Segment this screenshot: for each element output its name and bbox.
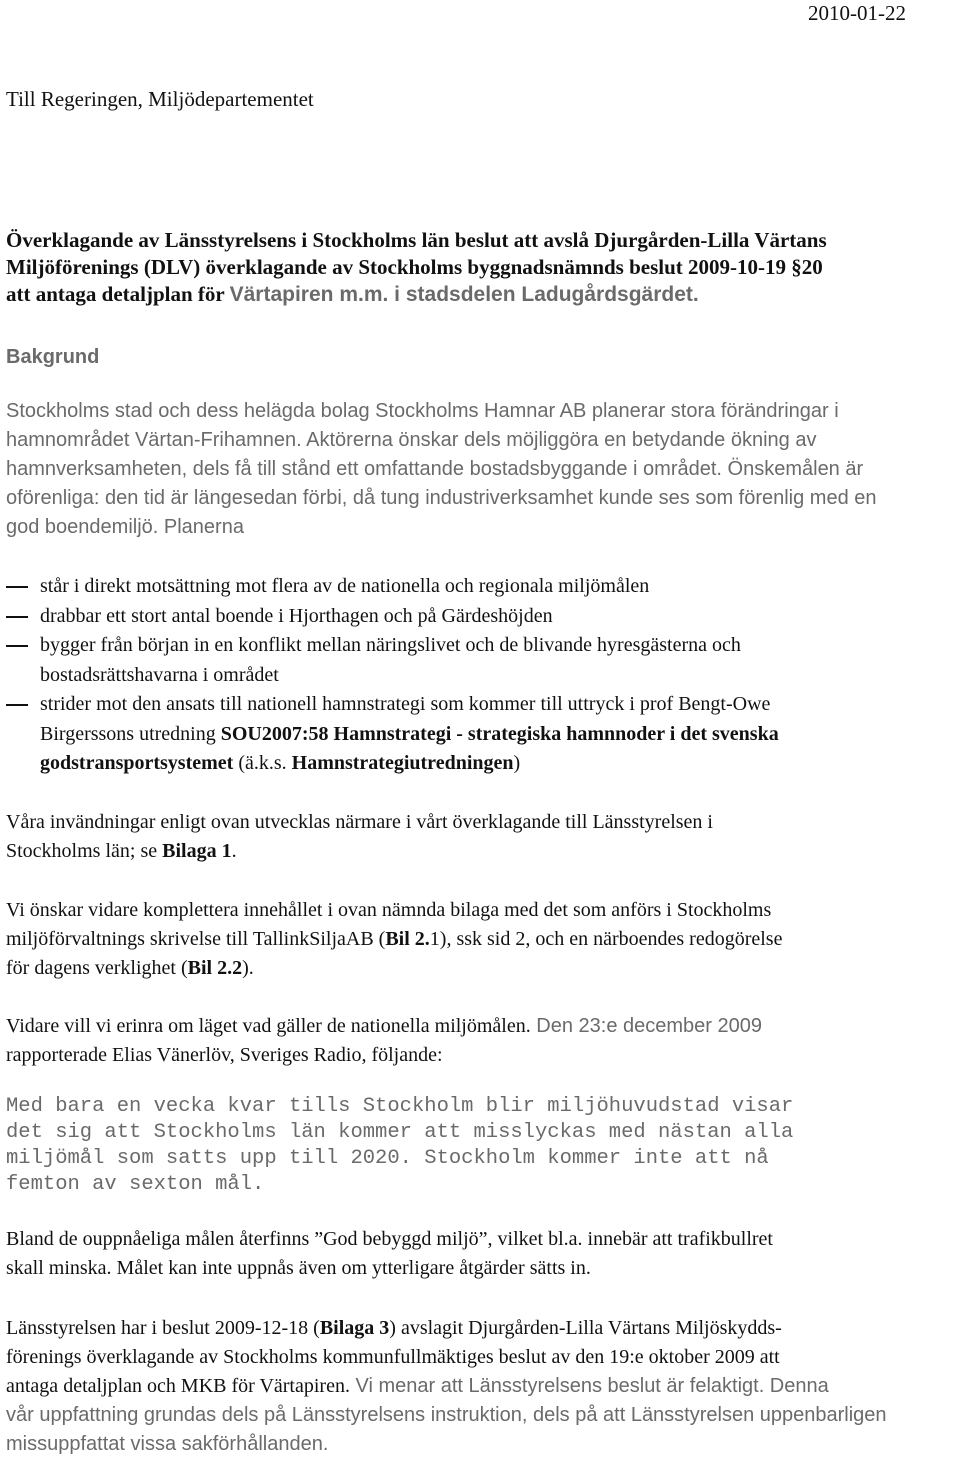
list-item-text-part: Birgerssons utredning xyxy=(40,722,221,745)
paragraph-line: oförenliga: den tid är längesedan förbi, då tung industriverksamhet kunde ses som förenlig med en xyxy=(6,487,877,509)
objections-paragraph xyxy=(6,808,958,866)
paragraph-text: hamnområdet Värtan-Frihamnen. xyxy=(6,429,302,451)
paragraph-line: Stockholms stad och dess helägda bolag Stockholms Hamnar AB planerar stora förändringar i xyxy=(6,400,839,422)
paragraph-line: hamnverksamheten, dels få till stånd ett omfattande bostadsbyggande i området. Önskemålen är xyxy=(6,458,864,480)
dash-bullet-icon xyxy=(6,704,28,706)
subject-line xyxy=(6,281,956,308)
list-item-text: bostadsrättshavarna i området xyxy=(40,663,279,686)
list-item-text: står i direkt motsättning mot flera av de nationella och regionala miljömålen xyxy=(40,575,650,597)
paragraph-text: 1), ssk sid 2, och en närboendes redogörelse xyxy=(429,928,783,950)
list-item-text-part: (ä.k.s. xyxy=(233,752,292,774)
paragraph-line: förenings överklagande av Stockholms kommunfullmäktiges beslut av den 19:e oktober 2009 att xyxy=(6,1346,780,1368)
paragraph-text: miljöförvaltnings skrivelse till TallinkSiljaAB ( xyxy=(6,928,386,950)
paragraph-text: Planerna xyxy=(158,516,244,538)
unattainable-goals-paragraph xyxy=(6,1225,958,1283)
paragraph-text: för dagens verklighet ( xyxy=(6,957,188,979)
paragraph-line: missuppfattat vissa sakförhållanden. xyxy=(6,1433,329,1455)
document-date: 2010-01-22 xyxy=(808,1,906,25)
paragraph-line xyxy=(6,837,958,866)
subject-heading xyxy=(6,227,956,308)
paragraph-text: Aktörerna önskar dels möjliggöra en betydande ökning av xyxy=(301,429,817,451)
report-title: godstransportsystemet xyxy=(40,752,234,774)
list-item xyxy=(6,572,956,602)
radio-quote xyxy=(6,1094,956,1198)
supplement-paragraph xyxy=(6,896,958,983)
section-heading-background: Bakgrund xyxy=(6,346,100,368)
attachment-reference: Bilaga 1 xyxy=(162,840,232,862)
quote-line: Med bara en vecka kvar tills Stockholm blir miljöhuvudstad visar xyxy=(6,1095,794,1118)
background-paragraph xyxy=(6,397,958,542)
attachment-reference: Bil 2.2 xyxy=(187,957,243,979)
paragraph-line xyxy=(6,1012,958,1041)
paragraph-text: . xyxy=(231,840,237,862)
subject-line: Miljöförenings (DLV) överklagande av Stockholms byggnadsnämnds beslut 2009-10-19 §20 xyxy=(6,255,823,279)
report-short-name: Hamnstrategiutredningen xyxy=(291,752,514,774)
addressee: Till Regeringen, Miljödepartementet xyxy=(6,87,314,111)
attachment-reference: Bil 2. xyxy=(385,928,430,950)
paragraph-line: Bland de ouppnåeliga målen återfinns ”God bebyggd miljö”, vilket bl.a. innebär att trafikbullret xyxy=(6,1228,773,1250)
subject-line: Överklagande av Länsstyrelsens i Stockholms län beslut att avslå Djurgården-Lilla Värtans xyxy=(6,228,827,252)
paragraph-line: rapporterade Elias Vänerlöv, Sveriges Radio, följande: xyxy=(6,1044,443,1066)
dash-bullet-icon xyxy=(6,645,28,647)
list-item xyxy=(6,631,956,690)
paragraph-line xyxy=(6,1372,958,1401)
paragraph-line: Vi önskar vidare komplettera innehållet i ovan nämnda bilaga med det som anförs i Stockholms xyxy=(6,899,772,921)
paragraph-line: Våra invändningar enligt ovan utvecklas närmare i vårt överklagande till Länsstyrelsen i xyxy=(6,811,713,833)
paragraph-text: Vi menar att Länsstyrelsens beslut är felaktigt. Denna xyxy=(349,1375,829,1397)
paragraph-text: ). xyxy=(242,957,254,979)
list-item xyxy=(6,602,956,632)
paragraph-line xyxy=(6,1314,958,1343)
subject-text: Värtapiren xyxy=(229,283,334,306)
paragraph-line: vår uppfattning grundas dels på Länsstyrelsens instruktion, dels på att Länsstyrelsen uppenbarligen xyxy=(6,1404,887,1426)
subject-text: att antaga detaljplan för xyxy=(6,282,230,306)
list-item-text xyxy=(40,749,956,779)
paragraph-line xyxy=(6,954,958,983)
goals-paragraph xyxy=(6,1012,958,1070)
quote-line: det sig att Stockholms län kommer att misslyckas med nästan alla xyxy=(6,1121,794,1144)
decision-paragraph xyxy=(6,1314,958,1459)
bullet-list xyxy=(6,572,956,779)
dash-bullet-icon xyxy=(6,586,28,588)
paragraph-text: antaga detaljplan och MKB för Värtapiren. xyxy=(6,1375,350,1397)
list-item-text: strider mot den ansats till nationell hamnstrategi som kommer till uttryck i prof Bengt-Owe xyxy=(40,693,771,715)
paragraph-line: skall minska. Målet kan inte uppnås även om ytterligare åtgärder sätts in. xyxy=(6,1257,591,1279)
paragraph-line xyxy=(6,426,958,455)
quote-line: femton av sexton mål. xyxy=(6,1173,265,1196)
quote-line: miljömål som satts upp till 2020. Stockholm kommer inte att nå xyxy=(6,1147,769,1170)
subject-text: m.m. i stadsdelen Ladugårdsgärdet. xyxy=(333,283,699,306)
paragraph-text: ) avslagit Djurgården-Lilla Värtans Miljöskydds- xyxy=(389,1317,782,1339)
list-item-text-part: ) xyxy=(513,752,521,774)
report-title: SOU2007:58 Hamnstrategi - strategiska hamnnoder i det svenska xyxy=(220,722,779,745)
list-item-text: drabbar ett stort antal boende i Hjorthagen och på Gärdeshöjden xyxy=(40,604,553,627)
list-item-text xyxy=(40,720,956,750)
paragraph-line xyxy=(6,513,958,542)
paragraph-text: Länsstyrelsen har i beslut 2009-12-18 ( xyxy=(6,1317,320,1339)
list-item-text: bygger från början in en konflikt mellan näringslivet och de blivande hyresgästerna och xyxy=(40,634,741,656)
attachment-reference: Bilaga 3 xyxy=(319,1317,390,1339)
paragraph-text: Den 23:e december 2009 xyxy=(530,1015,763,1037)
paragraph-text: Stockholms län; se xyxy=(6,840,163,862)
paragraph-line xyxy=(6,925,958,954)
paragraph-text: god boendemiljö. xyxy=(6,516,159,538)
list-item xyxy=(6,690,956,779)
dash-bullet-icon xyxy=(6,616,28,618)
paragraph-text: Vidare vill vi erinra om läget vad gäller de nationella miljömålen. xyxy=(6,1015,531,1037)
